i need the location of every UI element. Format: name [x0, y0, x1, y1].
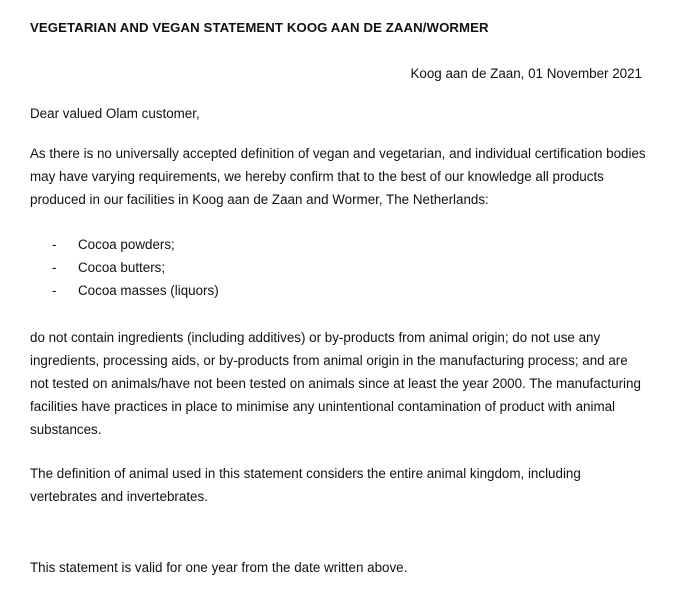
validity-statement: [30, 556, 660, 579]
product-name: Cocoa powders;: [78, 237, 175, 252]
bullet-dash: -: [52, 283, 57, 298]
intro-line: As there is no universally accepted definition of vegan and vegetarian, and individual certification bodies: [30, 146, 646, 161]
bullet-dash: -: [52, 260, 57, 275]
definition-line: The definition of animal used in this statement considers the entire animal kingdom, including: [30, 466, 581, 481]
confirmation-line: not tested on animals/have not been tested on animals since at least the year 2000. The manufacturing: [30, 376, 641, 391]
confirmation-line: facilities have practices in place to minimise any unintentional contamination of product with animal: [30, 399, 616, 414]
confirmation-line: do not contain ingredients (including additives) or by-products from animal origin; do not use any: [30, 330, 601, 345]
bullet-dash: -: [52, 237, 57, 252]
place-and-date: Koog aan de Zaan, 01 November 2021: [410, 66, 642, 81]
intro-paragraph: [30, 142, 660, 211]
confirmation-line: ingredients, processing aids, or by-products from animal origin in the manufacturing process; and are: [30, 353, 628, 368]
intro-line: may have varying requirements, we hereby confirm that to the best of our knowledge all products: [30, 169, 604, 184]
product-name: Cocoa masses (liquors): [78, 283, 219, 298]
document-title: VEGETARIAN AND VEGAN STATEMENT KOOG AAN DE ZAAN/WORMER: [30, 20, 489, 35]
product-name: Cocoa butters;: [78, 260, 166, 275]
definition-line: vertebrates and invertebrates.: [30, 489, 208, 504]
confirmation-paragraph: [30, 326, 660, 441]
validity-line: This statement is valid for one year from the date written above.: [30, 560, 408, 575]
intro-line: produced in our facilities in Koog aan de Zaan and Wormer, The Netherlands:: [30, 192, 489, 207]
confirmation-line: substances.: [30, 422, 102, 437]
animal-definition-paragraph: [30, 462, 660, 508]
salutation: Dear valued Olam customer,: [30, 106, 200, 121]
